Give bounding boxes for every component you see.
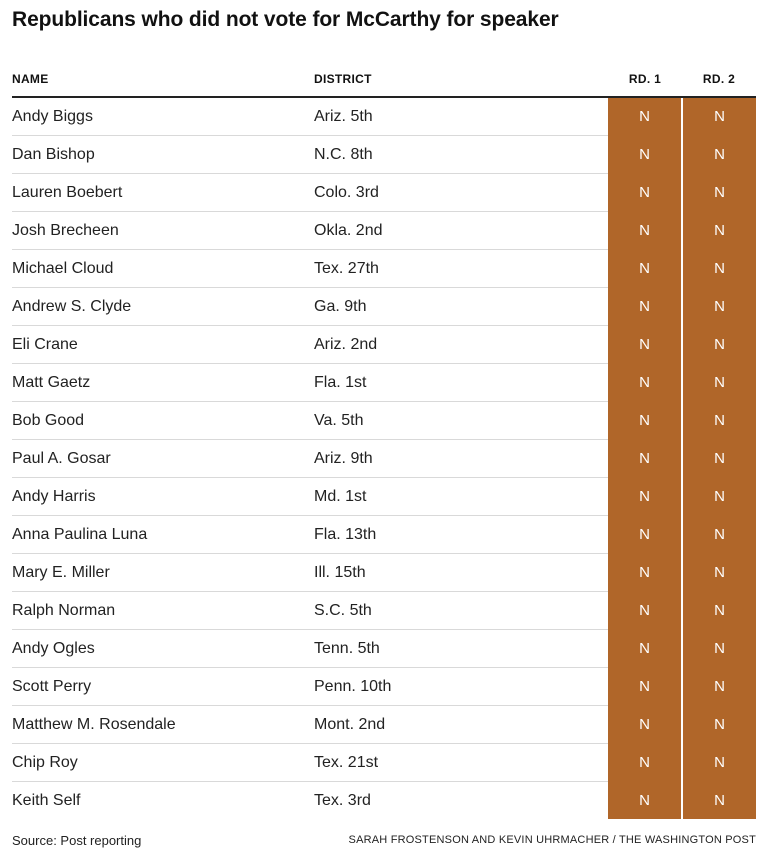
table-row	[12, 364, 756, 402]
member-name-cell: Michael Cloud	[12, 250, 314, 288]
table-row	[12, 440, 756, 478]
member-name-cell: Paul A. Gosar	[12, 440, 314, 478]
member-name-cell: Ralph Norman	[12, 592, 314, 630]
district-cell: S.C. 5th	[314, 592, 608, 630]
district-cell: Md. 1st	[314, 478, 608, 516]
votes-table	[12, 62, 756, 819]
member-name-cell: Matthew M. Rosendale	[12, 706, 314, 744]
round-2-vote-cell: N	[682, 402, 756, 440]
member-name-cell: Chip Roy	[12, 744, 314, 782]
column-header-name: NAME	[12, 62, 314, 97]
round-2-vote-cell: N	[682, 440, 756, 478]
round-1-vote-cell: N	[608, 250, 682, 288]
round-2-vote-cell: N	[682, 744, 756, 782]
round-1-vote-cell: N	[608, 212, 682, 250]
round-1-vote-cell: N	[608, 440, 682, 478]
round-2-vote-cell: N	[682, 97, 756, 136]
round-2-vote-cell: N	[682, 250, 756, 288]
source-note: Source: Post reporting	[12, 833, 142, 848]
district-cell: Ga. 9th	[314, 288, 608, 326]
credit-line: SARAH FROSTENSON AND KEVIN UHRMACHER / THE WASHINGTON POST	[348, 834, 756, 846]
member-name-cell: Mary E. Miller	[12, 554, 314, 592]
member-name-cell: Andy Ogles	[12, 630, 314, 668]
district-cell: Va. 5th	[314, 402, 608, 440]
district-cell: Ariz. 9th	[314, 440, 608, 478]
round-1-vote-cell: N	[608, 478, 682, 516]
round-2-vote-cell: N	[682, 554, 756, 592]
table-row	[12, 516, 756, 554]
table-row	[12, 97, 756, 136]
round-2-vote-cell: N	[682, 782, 756, 820]
round-1-vote-cell: N	[608, 782, 682, 820]
table-row	[12, 326, 756, 364]
member-name-cell: Andy Harris	[12, 478, 314, 516]
district-cell: Tex. 27th	[314, 250, 608, 288]
round-1-vote-cell: N	[608, 326, 682, 364]
round-1-vote-cell: N	[608, 516, 682, 554]
table-body	[12, 97, 756, 819]
round-1-vote-cell: N	[608, 592, 682, 630]
round-2-vote-cell: N	[682, 706, 756, 744]
table-row	[12, 630, 756, 668]
member-name-cell: Eli Crane	[12, 326, 314, 364]
district-cell: Tex. 21st	[314, 744, 608, 782]
district-cell: Ill. 15th	[314, 554, 608, 592]
member-name-cell: Andrew S. Clyde	[12, 288, 314, 326]
table-row	[12, 136, 756, 174]
round-1-vote-cell: N	[608, 630, 682, 668]
table-row	[12, 706, 756, 744]
district-cell: Colo. 3rd	[314, 174, 608, 212]
footer	[12, 833, 756, 851]
district-cell: Tenn. 5th	[314, 630, 608, 668]
table-row	[12, 668, 756, 706]
table-row	[12, 744, 756, 782]
district-cell: Fla. 13th	[314, 516, 608, 554]
round-1-vote-cell: N	[608, 706, 682, 744]
member-name-cell: Keith Self	[12, 791, 81, 809]
district-cell: Okla. 2nd	[314, 212, 608, 250]
round-2-vote-cell: N	[682, 326, 756, 364]
round-1-vote-cell: N	[608, 174, 682, 212]
table-header	[12, 62, 756, 97]
member-name-cell: Bob Good	[12, 402, 314, 440]
round-2-vote-cell: N	[682, 212, 756, 250]
member-name-cell: Andy Biggs	[12, 97, 314, 136]
table-row	[12, 288, 756, 326]
table-row	[12, 478, 756, 516]
member-name-cell: Scott Perry	[12, 668, 314, 706]
district-cell: Ariz. 2nd	[314, 326, 608, 364]
round-2-vote-cell: N	[682, 592, 756, 630]
round-1-vote-cell: N	[608, 364, 682, 402]
table-row	[12, 212, 756, 250]
column-header-round-1: RD. 1	[608, 62, 682, 97]
round-2-vote-cell: N	[682, 478, 756, 516]
round-2-vote-cell: N	[682, 174, 756, 212]
page-title: Republicans who did not vote for McCarthy for speaker	[12, 8, 559, 31]
district-cell: Ariz. 5th	[314, 97, 608, 136]
member-name-cell: Dan Bishop	[12, 136, 314, 174]
district-cell: Fla. 1st	[314, 364, 608, 402]
table-row	[12, 250, 756, 288]
round-1-vote-cell: N	[608, 97, 682, 136]
table-row	[12, 174, 756, 212]
district-cell: Tex. 3rd	[314, 791, 371, 809]
round-1-vote-cell: N	[608, 744, 682, 782]
member-name-cell: Matt Gaetz	[12, 364, 314, 402]
round-1-vote-cell: N	[608, 554, 682, 592]
district-cell: Mont. 2nd	[314, 706, 608, 744]
round-2-vote-cell: N	[682, 136, 756, 174]
table-row	[12, 402, 756, 440]
member-name-cell: Lauren Boebert	[12, 174, 314, 212]
table-row	[12, 782, 756, 820]
district-cell: N.C. 8th	[314, 136, 608, 174]
round-1-vote-cell: N	[608, 668, 682, 706]
round-2-vote-cell: N	[682, 516, 756, 554]
round-1-vote-cell: N	[608, 402, 682, 440]
round-2-vote-cell: N	[682, 668, 756, 706]
member-name-cell: Josh Brecheen	[12, 212, 314, 250]
district-cell: Penn. 10th	[314, 668, 608, 706]
round-1-vote-cell: N	[608, 136, 682, 174]
column-header-round-2: RD. 2	[682, 62, 756, 97]
header-row	[12, 62, 756, 97]
table-row	[12, 592, 756, 630]
round-2-vote-cell: N	[682, 364, 756, 402]
round-1-vote-cell: N	[608, 288, 682, 326]
table-row	[12, 554, 756, 592]
round-2-vote-cell: N	[682, 288, 756, 326]
round-2-vote-cell: N	[682, 630, 756, 668]
member-name-cell: Anna Paulina Luna	[12, 516, 314, 554]
column-header-district: DISTRICT	[314, 62, 608, 97]
